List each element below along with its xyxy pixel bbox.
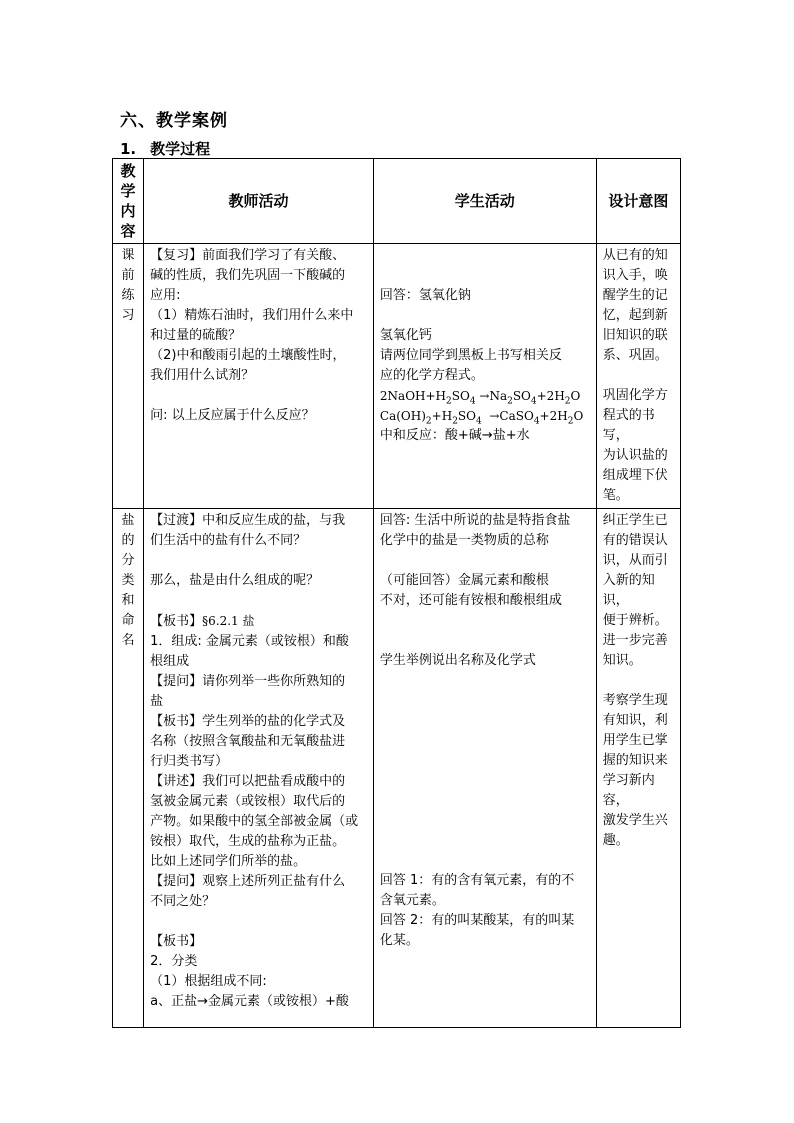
intent-line: 入新的知识， [602,573,655,608]
teacher-line: 我们用什么试剂？ [150,368,255,383]
intent-line: 进一步完善 [602,633,668,648]
topic-char: 习 [121,308,135,323]
intent-line: 识入手，唤 [602,268,668,283]
student-line: 回答 2：有的叫某酸某，有的叫某 [379,913,575,928]
teacher-line: （1）根据组成不同: [150,974,267,989]
student-instruction: 请两位同学到黑板上书写相关反 [379,348,562,363]
teacher-line: 氢被金属元素（或铵根）取代后的 [150,794,346,809]
intent-line: 有的错误认 [602,533,668,548]
teacher-line: 铵根）取代，生成的盐称为正盐。 [150,834,346,849]
student-line: （可能回答）金属元素和酸根 [379,573,549,588]
intent-line: 学习新内容， [602,773,655,808]
intent-line: 组成埋下伏 [602,468,668,483]
header-teacher-activity: 教师活动 [144,159,374,244]
teacher-line: 1．组成: 金属元素（或铵根）和酸 [150,634,349,649]
teacher-line: 和过量的硫酸？ [150,328,242,343]
table-row-salt-classification [113,509,681,1028]
student-answer: 回答：氢氧化钠 [379,288,471,303]
intent-line: 巩固化学方 [602,388,668,403]
intent-line: 趣。 [602,833,629,848]
topic-char: 类 [121,573,135,588]
student-line: 化某。 [379,933,419,948]
intent-line: 纠正学生已 [602,513,668,528]
intent-line: 忆，起到新 [602,308,668,323]
topic-pre-class-practice [113,244,144,509]
teacher-line: 应用: [150,288,181,303]
teacher-line: 【板书】§6.2.1 盐 [150,614,255,629]
intent-line: 系、巩固。 [602,348,668,363]
student-line: 含氧元素。 [379,893,445,908]
section-title: 六、教学案例 [120,111,228,131]
teacher-line: 【板书】学生列举的盐的化学式及 [150,714,346,729]
subsection-title [120,138,210,159]
topic-char: 命 [121,613,135,628]
teaching-process-table [112,158,681,1028]
intent-line: 识，从而引 [602,553,668,568]
student-answer: 氢氧化钙 [379,328,432,343]
design-intent-cell [596,244,680,509]
teacher-line: 【提问】请你列举一些你所熟知的 [150,674,346,689]
design-intent-cell [596,509,680,1028]
header-topic [113,159,144,244]
student-activity-cell [373,244,596,509]
topic-char: 和 [121,593,135,608]
teacher-line: （1）精炼石油时，我们用什么来中 [150,308,354,323]
subsection-number: 1. [120,140,137,158]
teacher-line: 们生活中的盐有什么不同？ [150,533,307,548]
teacher-line: 2．分类 [150,954,198,969]
table-header-row [113,159,681,244]
header-topic-char: 内 [120,202,136,220]
student-activity-cell [373,509,596,1028]
teacher-line: 名称（按照含氧酸盐和无氧酸盐进 [150,734,346,749]
teacher-line: 【过渡】中和反应生成的盐，与我 [150,513,346,528]
teacher-line: 碱的性质，我们先巩固一下酸碱的 [150,268,346,283]
intent-line: 为认识盐的 [602,448,668,463]
intent-line: 用学生已掌 [602,733,668,748]
teacher-line: （2)中和酸雨引起的土壤酸性时， [150,348,346,363]
teacher-line: 根组成 [150,654,190,669]
intent-line: 笔。 [602,488,629,503]
intent-line: 知识。 [602,653,642,668]
intent-line: 激发学生兴 [602,813,668,828]
teacher-line: 产物。如果酸中的氢全部被金属（或 [150,814,359,829]
student-line: 化学中的盐是一类物质的总称 [379,533,549,548]
topic-char: 课 [121,248,135,263]
intent-line: 从已有的知 [602,248,668,263]
teacher-line: 行归类书写） [150,754,229,769]
topic-salt-classification [113,509,144,1028]
chemical-equation-2: $Ca(OH)_2+H_2SO_4$ $\to CaSO_4+2H_2O$ [379,409,584,427]
intent-line: 握的知识来 [602,753,668,768]
topic-char: 练 [121,288,135,303]
header-student-activity: 学生活动 [373,159,596,244]
intent-line: 程式的书写， [602,408,655,443]
chemical-equation-1: $2NaOH+H_2SO_4 \to Na_2SO_4+2H_2O$ [379,389,581,407]
table-row-pre-class-practice [113,244,681,509]
neutralization-definition: 中和反应：酸+碱→盐+水 [379,428,530,443]
teacher-line: 【讲述】我们可以把盐看成酸中的 [150,774,346,789]
topic-char: 名 [121,633,135,648]
student-line: 学生举例说出名称及化学式 [379,653,536,668]
teacher-line: 比如上述同学们所举的盐。 [150,854,307,869]
teacher-line: 【复习】前面我们学习了有关酸、 [150,248,346,263]
intent-line: 有知识，利 [602,713,668,728]
teacher-line: 那么，盐是由什么组成的呢？ [150,573,320,588]
intent-line: 旧知识的联 [602,328,668,343]
teacher-line: 不同之处？ [150,894,216,909]
teacher-line: 【提问】观察上述所列正盐有什么 [150,874,346,889]
teacher-line: 问: 以上反应属于什么反应？ [150,408,315,423]
intent-line: 便于辨析。 [602,613,668,628]
teacher-line: a、正盐→金属元素（或铵根）+酸 [150,994,349,1009]
header-design-intent: 设计意图 [596,159,680,244]
student-instruction: 应的化学方程式。 [379,368,484,383]
student-line: 回答: 生活中所说的盐是特指食盐 [379,513,571,528]
student-line: 回答 1：有的含有氧元素，有的不 [379,873,575,888]
teacher-line: 【板书】 [150,934,203,949]
teacher-activity-cell [144,244,374,509]
teacher-line: 盐 [150,694,164,709]
topic-char: 的 [121,533,135,548]
topic-char: 前 [121,268,135,283]
header-topic-char: 容 [120,222,136,240]
topic-char: 分 [121,553,135,568]
header-topic-char: 教 [120,162,136,180]
intent-line: 醒学生的记 [602,288,668,303]
subsection-text: 教学过程 [150,140,211,158]
header-topic-char: 学 [120,182,136,200]
topic-char: 盐 [121,513,135,528]
student-line: 不对，还可能有铵根和酸根组成 [379,593,562,608]
intent-line: 考察学生现 [602,693,668,708]
teacher-activity-cell [144,509,374,1028]
